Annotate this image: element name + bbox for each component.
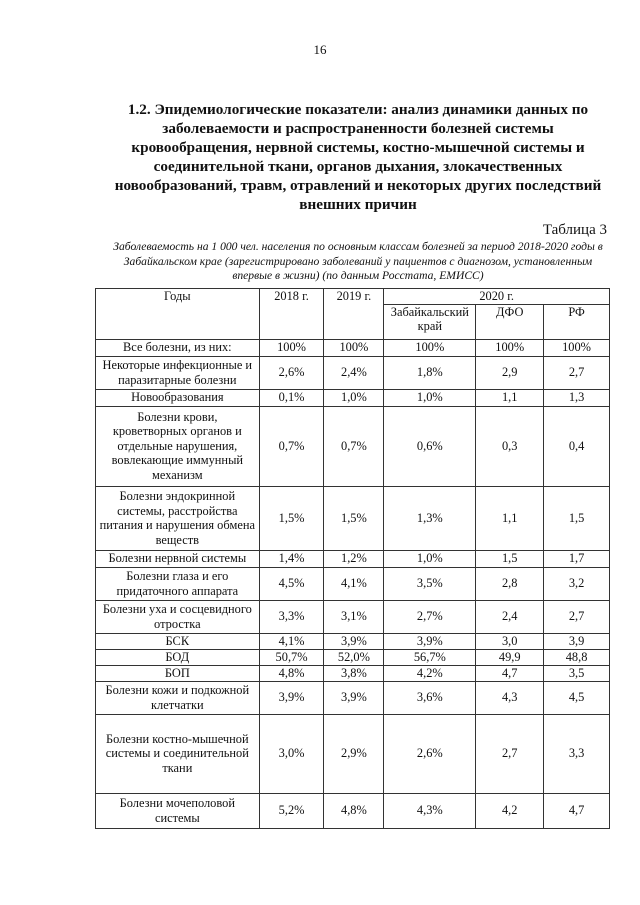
cell-zabaikalsky: 3,9% [384,633,476,649]
cell-zabaikalsky: 3,6% [384,681,476,714]
cell-2019: 100% [324,339,384,356]
table-row [96,339,610,356]
cell-2019: 3,8% [324,665,384,681]
cell-2019: 4,8% [324,793,384,828]
cell-2018: 3,0% [259,714,324,793]
cell-dfo: 2,4 [476,600,544,633]
cell-zabaikalsky: 0,6% [384,406,476,486]
cell-2019: 2,9% [324,714,384,793]
cell-dfo: 2,9 [476,356,544,389]
cell-2018: 100% [259,339,324,356]
cell-2019: 2,4% [324,356,384,389]
cell-2018: 5,2% [259,793,324,828]
cell-2019: 1,2% [324,550,384,567]
cell-dfo: 4,7 [476,665,544,681]
table-row [96,633,610,649]
cell-dfo: 1,1 [476,389,544,406]
cell-rf: 1,3 [544,389,610,406]
cell-dfo: 100% [476,339,544,356]
cell-disease-name: Болезни эндокринной системы, расстройства питания и нарушения обмена веществ [96,486,260,550]
header-years: Годы [96,289,260,340]
cell-rf: 3,2 [544,567,610,600]
cell-dfo: 1,5 [476,550,544,567]
cell-2019: 3,1% [324,600,384,633]
header-2020: 2020 г. [384,289,610,305]
cell-2019: 3,9% [324,633,384,649]
cell-dfo: 4,2 [476,793,544,828]
table-row [96,793,610,828]
header-2019: 2019 г. [324,289,384,340]
cell-disease-name: БОД [96,649,260,665]
cell-2018: 0,7% [259,406,324,486]
cell-dfo: 3,0 [476,633,544,649]
table-caption: Заболеваемость на 1 000 чел. населения по основным классам болезней за период 2018-2020 годы в Забайкальском крае (зарегистрировано заболеваний у пациентов с диагнозом, установленным впервые в жизни) (по данным Росстата, ЕМИСС) [113,240,603,282]
cell-2019: 1,0% [324,389,384,406]
header-rf: РФ [544,304,610,339]
cell-disease-name: Болезни крови, кроветворных органов и отдельные нарушения, вовлекающие иммунный механизм [96,406,260,486]
section-heading: 1.2. Эпидемиологические показатели: анализ динамики данных по заболеваемости и распространенности болезней системы кровообращения, нервной системы, костно-мышечной системы и соединительной ткани, органов дыхания, злокачественных новообразований, травм, отравлений и некоторых других последствий внешних причин [114,101,602,213]
page-number: 16 [313,42,327,57]
table-row [96,550,610,567]
cell-disease-name: Болезни нервной системы [96,550,260,567]
cell-rf: 0,4 [544,406,610,486]
cell-zabaikalsky: 1,0% [384,389,476,406]
cell-zabaikalsky: 4,3% [384,793,476,828]
cell-2018: 2,6% [259,356,324,389]
table-row [96,567,610,600]
cell-disease-name: БСК [96,633,260,649]
cell-2019: 4,1% [324,567,384,600]
cell-disease-name: Болезни костно-мышечной системы и соединительной ткани [96,714,260,793]
cell-zabaikalsky: 3,5% [384,567,476,600]
cell-dfo: 1,1 [476,486,544,550]
cell-2019: 52,0% [324,649,384,665]
table-row [96,406,610,486]
morbidity-table [95,288,610,829]
cell-disease-name: Все болезни, из них: [96,339,260,356]
cell-rf: 48,8 [544,649,610,665]
cell-zabaikalsky: 1,3% [384,486,476,550]
cell-2018: 4,1% [259,633,324,649]
cell-2018: 3,3% [259,600,324,633]
cell-2018: 1,4% [259,550,324,567]
cell-2018: 4,8% [259,665,324,681]
table-label: Таблица 3 [542,222,607,238]
cell-disease-name: Болезни уха и сосцевидного отростка [96,600,260,633]
cell-dfo: 2,7 [476,714,544,793]
cell-2019: 3,9% [324,681,384,714]
cell-disease-name: Болезни мочеполовой системы [96,793,260,828]
cell-rf: 1,5 [544,486,610,550]
cell-disease-name: Некоторые инфекционные и паразитарные болезни [96,356,260,389]
cell-disease-name: Болезни глаза и его придаточного аппарата [96,567,260,600]
cell-disease-name: Болезни кожи и подкожной клетчатки [96,681,260,714]
cell-2018: 1,5% [259,486,324,550]
table-body [96,339,610,828]
cell-rf: 100% [544,339,610,356]
cell-rf: 4,5 [544,681,610,714]
cell-rf: 1,7 [544,550,610,567]
table-row [96,486,610,550]
header-2018: 2018 г. [259,289,324,340]
cell-2018: 3,9% [259,681,324,714]
cell-rf: 3,3 [544,714,610,793]
cell-2019: 0,7% [324,406,384,486]
table-row [96,356,610,389]
cell-zabaikalsky: 1,8% [384,356,476,389]
cell-rf: 3,9 [544,633,610,649]
table-row [96,665,610,681]
table-row [96,600,610,633]
cell-zabaikalsky: 2,7% [384,600,476,633]
cell-rf: 2,7 [544,356,610,389]
cell-rf: 4,7 [544,793,610,828]
cell-rf: 2,7 [544,600,610,633]
cell-zabaikalsky: 56,7% [384,649,476,665]
cell-dfo: 2,8 [476,567,544,600]
cell-dfo: 49,9 [476,649,544,665]
cell-2018: 50,7% [259,649,324,665]
cell-dfo: 4,3 [476,681,544,714]
cell-2019: 1,5% [324,486,384,550]
cell-zabaikalsky: 100% [384,339,476,356]
table-row [96,649,610,665]
header-zabaikalsky: Забайкальский край [384,304,476,339]
cell-2018: 4,5% [259,567,324,600]
cell-dfo: 0,3 [476,406,544,486]
cell-2018: 0,1% [259,389,324,406]
cell-zabaikalsky: 4,2% [384,665,476,681]
cell-zabaikalsky: 1,0% [384,550,476,567]
table-row [96,681,610,714]
header-dfo: ДФО [476,304,544,339]
table-row [96,389,610,406]
cell-disease-name: БОП [96,665,260,681]
table-row [96,714,610,793]
cell-zabaikalsky: 2,6% [384,714,476,793]
cell-disease-name: Новообразования [96,389,260,406]
cell-rf: 3,5 [544,665,610,681]
